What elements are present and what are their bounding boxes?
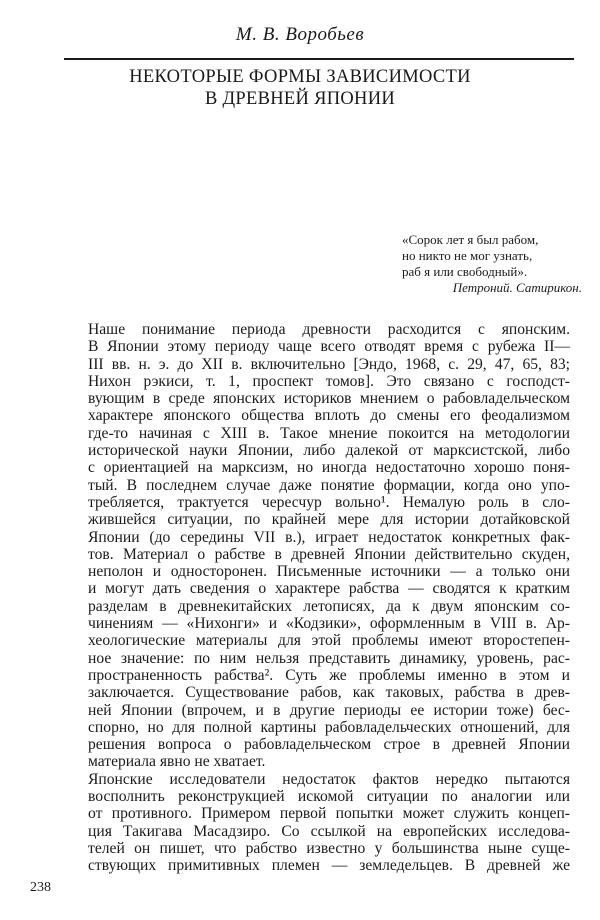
text-line: телей он пишет, что рабство известно у большинства ныне суще- (88, 839, 570, 857)
header-rule (64, 58, 574, 60)
running-header-author: М. В. Воробьев (235, 24, 365, 45)
text-line: от противного. Примером первой попытки может служить концеп- (88, 805, 570, 823)
body-text (62, 321, 570, 875)
text-line: пространенность рабства². Суть же проблемы именно в этом и (88, 666, 570, 684)
text-line: Наше понимание периода древности расходится с японским. (88, 321, 570, 338)
text-line: ней Японии (впрочем, и в другие периоды ее истории тоже) бес- (88, 701, 570, 719)
epigraph-line: раб я или свободный». (402, 264, 528, 279)
text-line: вующим в среде японских историков мнением о рабовладельческом (88, 390, 570, 408)
text-line: неполон и односторонен. Письменные источники — а только они (88, 563, 570, 581)
text-line: III вв. н. э. до XII в. включительно [Эндо, 1968, с. 29, 47, 65, 83; (88, 355, 570, 373)
epigraph (402, 232, 592, 296)
text-line: материала явно не хватает. (88, 753, 266, 771)
epigraph-source: Петроний. Сатирикон. (452, 280, 582, 295)
epigraph-line: но никто не мог узнать, (402, 248, 533, 263)
text-line: хеологические материалы для этой проблемы имеют второстепен- (88, 632, 570, 650)
text-line: разделам в древнекитайских летописях, да к двум японским со- (88, 597, 570, 615)
text-line: чинениям — «Нихонги» и «Кодзики», оформленным в VIII в. Ар- (88, 615, 570, 633)
text-line: Нихон рэкиси, т. 1, проспект томов]. Это связано с господст- (88, 372, 570, 390)
text-line: Японии (до середины VII в.), играет недостаток конкретных фак- (88, 528, 570, 546)
text-line: восполнить реконструкцией искомой ситуации по аналогии или (88, 788, 570, 806)
text-line: с ориентацией на марксизм, но иногда недостаточно хорошо поня- (88, 459, 570, 477)
text-line: В Японии этому периоду чаще всего отводят время с рубежа II— (88, 338, 570, 356)
epigraph-line: «Сорок лет я был рабом, (402, 232, 539, 247)
article-title (0, 66, 600, 110)
text-line: тый. В последнем случае даже понятие формации, когда оно упо- (88, 476, 570, 494)
text-line: ное значение: по ним нельзя представить динамику, уровень, рас- (88, 649, 570, 667)
text-line: характере японского общества вплоть до смены его феодализмом (88, 407, 570, 425)
page-number: 238 (30, 880, 51, 895)
text-line: Японские исследователи недостаток фактов нередко пытаются (88, 770, 570, 788)
text-line: решения вопроса о рабовладельческом строе в древней Японии (88, 736, 570, 754)
text-line: требляется, трактуется чересчур вольно¹. Немалую роль в сло- (88, 493, 570, 511)
text-line: тов. Материал о рабстве в древней Японии действительно скуден, (88, 545, 570, 563)
title-line: НЕКОТОРЫЕ ФОРМЫ ЗАВИСИМОСТИ (129, 67, 471, 87)
text-line: жившейся ситуации, по крайней мере для истории дотайковской (88, 511, 570, 529)
text-line: исторической науки Японии, либо далекой от марксистской, либо (88, 442, 570, 460)
text-line: где-то начиная с XIII в. Такое мнение покоится на методологии (88, 424, 570, 442)
text-line: ция Такигава Масадзиро. Со ссылкой на европейских исследова- (88, 822, 570, 840)
paragraph (62, 321, 570, 771)
text-line: и могут дать сведения о характере рабства — сводятся к кратким (88, 580, 570, 598)
text-line: спорно, но для полной картины рабовладельческих отношений, для (88, 718, 570, 736)
title-line: В ДРЕВНЕЙ ЯПОНИИ (204, 89, 396, 109)
paragraph (62, 771, 570, 875)
text-line: заключается. Существование рабов, как таковых, рабства в древ- (88, 684, 570, 702)
text-line: ствующих примитивных племен — земледельцев. В древней же (88, 857, 570, 875)
